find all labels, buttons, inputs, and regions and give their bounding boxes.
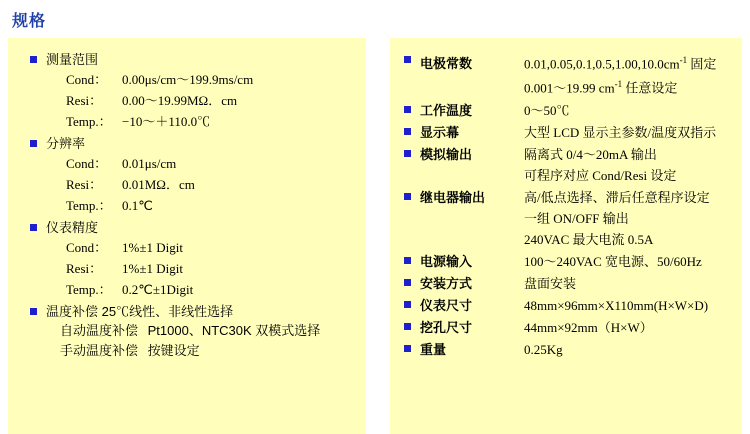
spec-value: 大型 LCD 显示主参数/温度双指示 — [524, 124, 717, 140]
spec-row-label: Temp.： — [66, 114, 112, 129]
spec-value: 48mm×96mm×Χ110mm(H×W×D) — [524, 297, 709, 313]
spec-row-label: Resi： — [66, 93, 103, 108]
page-title: 规格 — [12, 13, 47, 30]
square-bullet-icon — [404, 150, 411, 157]
spec-key: 重量 — [420, 341, 447, 357]
spec-row-value: 0.2℃±1Digit — [122, 282, 194, 297]
spec-note-row — [30, 321, 366, 341]
spec-row — [30, 69, 366, 90]
spec-row-value: 0.01MΩ．cm — [122, 177, 195, 192]
spec-group — [30, 50, 366, 132]
spec-group-heading: 仪表精度 — [46, 220, 99, 235]
spec-row — [30, 237, 366, 258]
square-bullet-icon — [30, 56, 37, 63]
spec-group — [30, 302, 366, 361]
spec-value: 隔离式 0/4～20mA 输出 — [524, 146, 657, 162]
spec-row-label: Cond： — [66, 240, 108, 255]
square-bullet-icon — [404, 279, 411, 286]
specs-panel-left — [8, 38, 366, 434]
spec-row — [30, 258, 366, 279]
spec-value-extra: 0.001～19.99 $cm^{-1}$ 任意设定 — [524, 79, 678, 96]
spec-note-row — [30, 341, 366, 361]
spec-entry — [404, 339, 742, 360]
spec-row-value: 1%±1 Digit — [122, 261, 183, 276]
square-bullet-icon — [404, 128, 411, 135]
spec-key: 仪表尺寸 — [420, 297, 473, 313]
spec-row-value: −10～＋110.0℃ — [122, 114, 211, 129]
spec-entry — [404, 273, 742, 294]
spec-entry — [404, 144, 742, 186]
spec-value: 44mm×92mm（H×W） — [524, 319, 653, 335]
spec-entry — [404, 295, 742, 316]
spec-key: 电源输入 — [420, 253, 473, 269]
spec-key: 安装方式 — [420, 275, 473, 291]
spec-group — [30, 134, 366, 216]
spec-row-label: Resi： — [66, 261, 103, 276]
spec-value: 盘面安装 — [524, 275, 577, 291]
spec-row — [30, 90, 366, 111]
square-bullet-icon — [404, 56, 411, 63]
specs-panel-right — [390, 38, 742, 434]
spec-row-label: Cond： — [66, 156, 108, 171]
spec-row-label: Cond： — [66, 72, 108, 87]
square-bullet-icon — [404, 323, 411, 330]
spec-row-value: 0.1℃ — [122, 198, 153, 213]
square-bullet-icon — [30, 308, 37, 315]
spec-key: 模拟输出 — [420, 146, 473, 162]
spec-entry — [404, 251, 742, 272]
spec-group-heading: 分辨率 — [46, 136, 86, 151]
spec-entry — [404, 100, 742, 121]
square-bullet-icon — [30, 224, 37, 231]
spec-group-heading: 测量范围 — [46, 52, 99, 67]
spec-group — [30, 218, 366, 300]
spec-key: 工作温度 — [420, 102, 473, 118]
spec-group-list-left — [8, 38, 366, 361]
spec-value: 高/低点选择、滞后任意程序设定 — [524, 189, 710, 205]
spec-value: 0～50℃ — [524, 102, 570, 118]
spec-note-label: 自动温度补偿 — [60, 323, 139, 338]
square-bullet-icon — [404, 257, 411, 264]
spec-row-list — [30, 237, 366, 300]
spec-row — [30, 174, 366, 195]
spec-entry — [404, 187, 742, 250]
spec-row-value: 0.00～19.99MΩ．cm — [122, 93, 238, 108]
square-bullet-icon — [404, 301, 411, 308]
spec-row-list — [30, 69, 366, 132]
square-bullet-icon — [404, 106, 411, 113]
spec-row-label: Temp.： — [66, 198, 112, 213]
spec-row — [30, 111, 366, 132]
spec-row-list — [30, 153, 366, 216]
spec-row-value: 1%±1 Digit — [122, 240, 183, 255]
spec-value: $0.01,0.05,0.1,0.5,1.00,10.0cm^{-1}$ 固定 — [524, 55, 717, 72]
square-bullet-icon — [30, 140, 37, 147]
spec-key: 电极常数 — [420, 56, 473, 72]
spec-row-label: Temp.： — [66, 282, 112, 297]
spec-value: 100～240VAC 宽电源、50/60Hz — [524, 253, 702, 269]
spec-item-list-right — [390, 38, 742, 360]
spec-key: 显示幕 — [420, 124, 460, 140]
spec-value-extra: 240VAC 最大电流 0.5A — [524, 231, 654, 247]
square-bullet-icon — [404, 193, 411, 200]
spec-entry — [404, 317, 742, 338]
spec-note-label: 手动温度补偿 — [60, 343, 139, 358]
spec-row — [30, 153, 366, 174]
spec-note-value: 按键设定 — [147, 343, 200, 358]
spec-row — [30, 279, 366, 300]
spec-entry — [404, 122, 742, 143]
spec-row-value: 0.00μs/cm～199.9ms/cm — [122, 72, 254, 87]
spec-entry — [404, 50, 742, 99]
spec-note-value: Pt1000、NTC30K 双模式选择 — [147, 323, 321, 338]
square-bullet-icon — [404, 345, 411, 352]
spec-row-label: Resi： — [66, 177, 103, 192]
spec-value: 0.25Kg — [524, 341, 563, 357]
spec-row-value: 0.01μs/cm — [122, 156, 177, 171]
spec-key: 挖孔尺寸 — [420, 319, 473, 335]
spec-key: 继电器输出 — [420, 189, 486, 205]
spec-row — [30, 195, 366, 216]
spec-value-extra: 一组 ON/OFF 输出 — [524, 210, 629, 226]
spec-value-extra: 可程序对应 Cond/Resi 设定 — [524, 167, 677, 183]
spec-group-heading: 温度补偿 25℃线性、非线性选择 — [46, 304, 234, 319]
